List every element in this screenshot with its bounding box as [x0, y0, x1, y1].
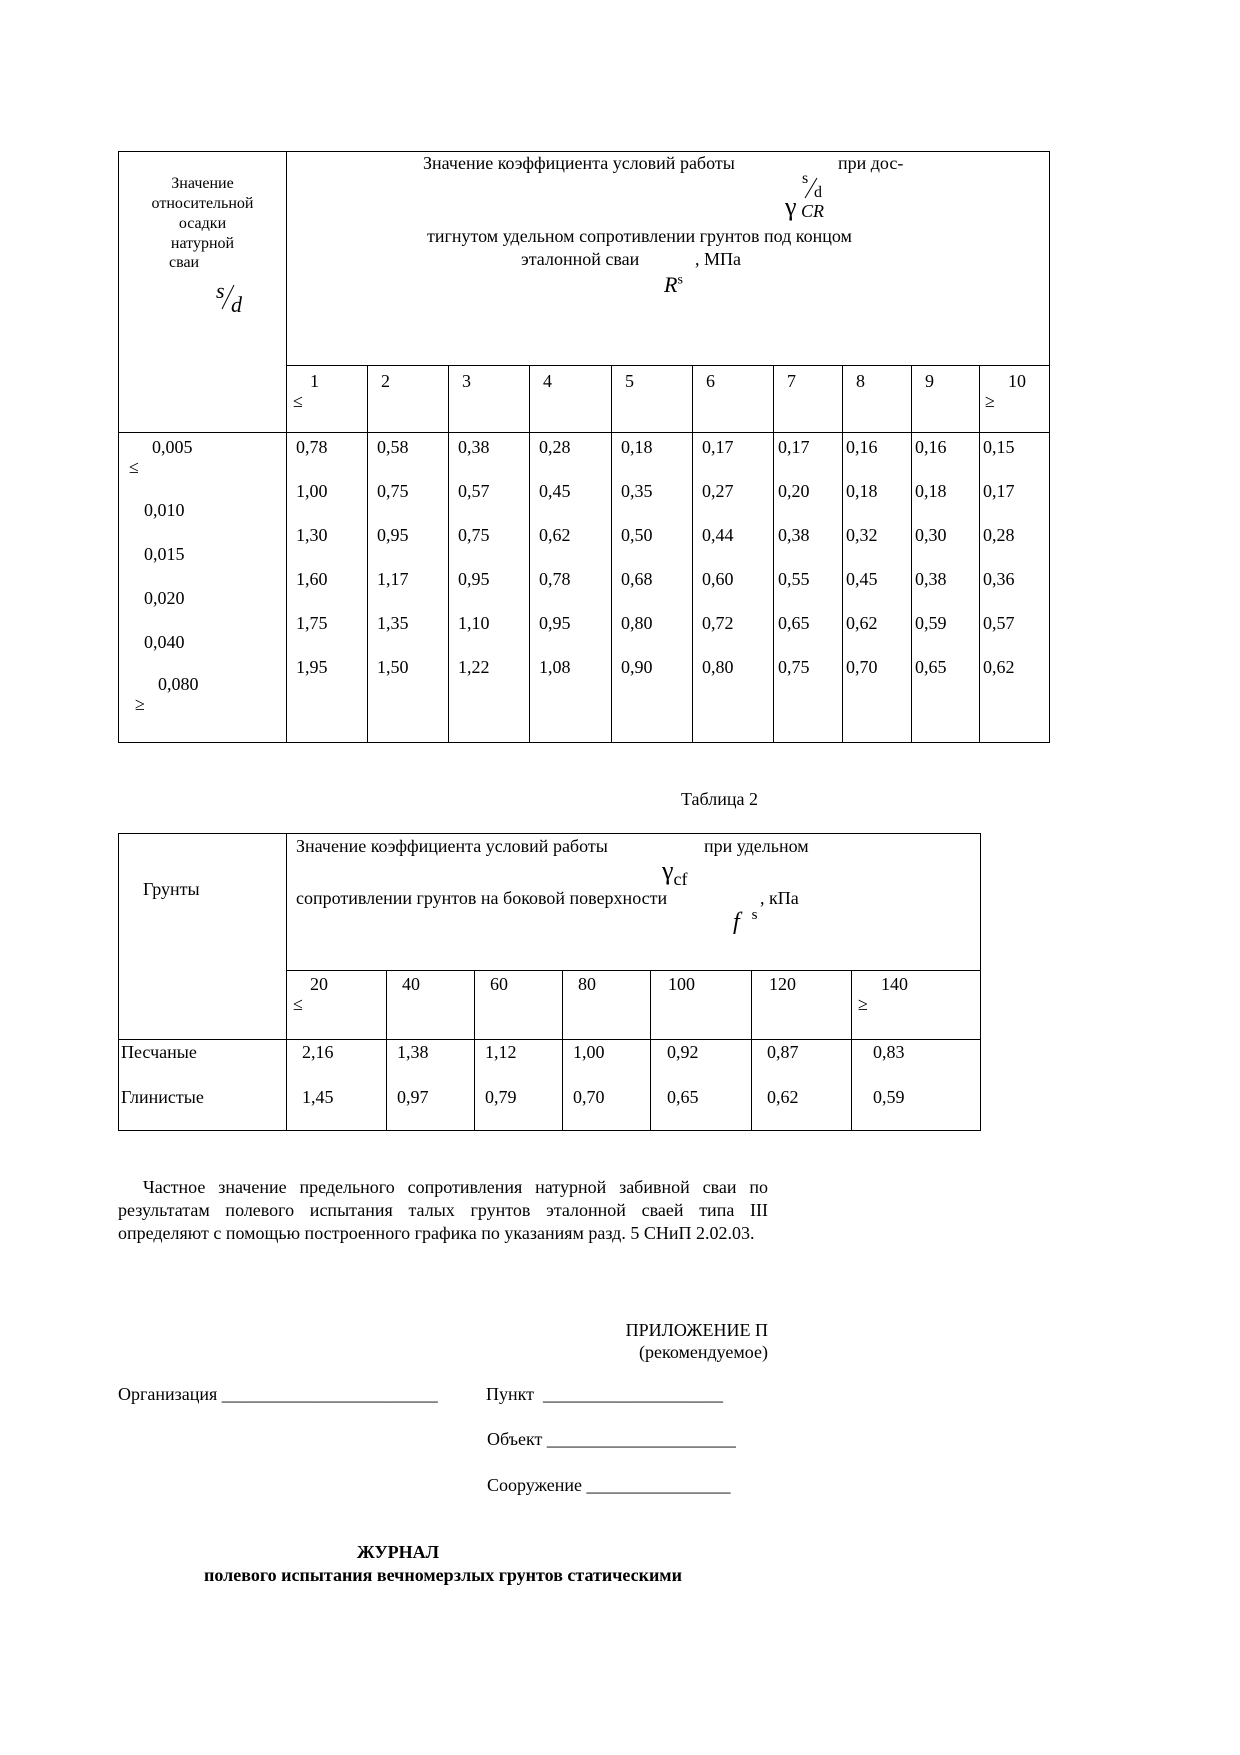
table-1-cell: 0,17 [702, 437, 734, 457]
table-1-cell: 1,10 [458, 613, 490, 633]
table-1-title-line-3: эталонной сваи [521, 249, 640, 269]
table-1-cell: 0,75 [377, 481, 409, 501]
table-1-cell: 0,57 [983, 613, 1015, 633]
table-2-divider [286, 834, 287, 1130]
s-over-d-symbol: s d [216, 278, 242, 317]
col-header-4: 4 [543, 371, 552, 391]
table-2-row-header: Грунты [143, 879, 200, 899]
t2-col-header-2: 40 [402, 974, 420, 994]
table-1-cell: 0,17 [983, 481, 1015, 501]
table-1-cell: 0,80 [702, 657, 734, 677]
table-2-cell: 0,83 [873, 1042, 905, 1062]
object-field[interactable]: Объект _____________________ [487, 1429, 736, 1449]
table-1-col-line [611, 365, 612, 742]
table-1-cell: 0,38 [915, 569, 947, 589]
table-1-cell: 0,28 [983, 525, 1015, 545]
table-1-cell: 0,58 [377, 437, 409, 457]
row-header-label: Значение относительной осадки натурной [151, 175, 254, 252]
table-1-cell: 0,75 [778, 657, 810, 677]
table-1-cell: 0,65 [778, 613, 810, 633]
table-1-cell: 0,18 [846, 481, 878, 501]
table-2-col-line [650, 970, 651, 1130]
journal-heading [118, 1541, 768, 1587]
table-1-divider [286, 152, 287, 742]
table-1-cell: 0,62 [846, 613, 878, 633]
table-1-cell: 0,65 [915, 657, 947, 677]
table-2-cell: 0,87 [767, 1042, 799, 1062]
table-2-cell: 0,65 [667, 1087, 699, 1107]
table-1-col-line [367, 365, 368, 742]
journal-title: ЖУРНАЛ [356, 1542, 440, 1562]
table-1-cell: 0,90 [621, 657, 653, 677]
table-2-row-line [119, 1039, 980, 1040]
table-1-col-line [911, 365, 912, 742]
table-1-cell: 0,59 [915, 613, 947, 633]
table-1-cell: 1,50 [377, 657, 409, 677]
table-1-cell: 0,45 [846, 569, 878, 589]
table-2-col-line [562, 970, 563, 1130]
table-1-cell: 1,35 [377, 613, 409, 633]
r-s-symbol: $R^s$ [664, 272, 683, 297]
table-1-cell: 0,15 [983, 437, 1015, 457]
col-header-8: 8 [856, 371, 865, 391]
appendix-title: ПРИЛОЖЕНИЕ П [625, 1320, 768, 1340]
table-1-cell: 0,78 [539, 569, 571, 589]
table-1-cell: 0,27 [702, 481, 734, 501]
table-1-cell: 0,30 [915, 525, 947, 545]
table-1-cell: 0,62 [983, 657, 1015, 677]
table-2-row-line [286, 970, 980, 971]
table-1-cell: 1,17 [377, 569, 409, 589]
table-1-title-line-3-end: , МПа [695, 249, 741, 269]
table-2: Грунты Значение коэффициента условий работы при удельном γcf сопротивлении грунтов на боковой поверхности , кПа f $^s$ ≤ 20 40 60 80 100 120 ≥ 140 Песчаные 2,16 1,38 1,12 1,00 0,92 0,87 0,83 Глинистые 1,45 0,97 0,79 0,70 0,65 0,62 0,59 [118, 833, 981, 1131]
table-1-cell: 0,38 [458, 437, 490, 457]
table-1-cell: 0,44 [702, 525, 734, 545]
row-label-4: 0,020 [144, 588, 185, 608]
table-1-cell: 1,95 [296, 657, 328, 677]
table-2-col-line [474, 970, 475, 1130]
table-2-cell: 2,16 [302, 1042, 334, 1062]
table-1-row-line [286, 365, 1049, 366]
table-1-cell: 0,95 [539, 613, 571, 633]
table-2-cell: 1,45 [302, 1087, 334, 1107]
table-1-cell: 0,45 [539, 481, 571, 501]
table-1-cell: 0,68 [621, 569, 653, 589]
appendix-header [400, 1319, 768, 1363]
col-header-5: 5 [625, 371, 634, 391]
table-1-title-line-1-end: при дос- [838, 153, 904, 173]
table-2-title-line-2: сопротивлении грунтов на боковой поверхности [296, 888, 668, 908]
table-1-title-line-1: Значение коэффициента условий работы [423, 153, 735, 173]
table-1-cell: 0,60 [702, 569, 734, 589]
table-1-cell: 0,80 [621, 613, 653, 633]
table-1-cell: 0,57 [458, 481, 490, 501]
table-2-col-line [751, 970, 752, 1130]
table-1-row-line [119, 432, 1049, 433]
table-2-cell: 0,79 [485, 1087, 517, 1107]
col-header-2: 2 [381, 371, 390, 391]
table-1-cell: 0,16 [915, 437, 947, 457]
row-label-3: 0,015 [144, 544, 185, 564]
table-2-cell: 0,62 [767, 1087, 799, 1107]
table-1-cell: 0,62 [539, 525, 571, 545]
table-2-cell: 0,70 [573, 1087, 605, 1107]
point-field[interactable]: Пункт ____________________ [486, 1384, 724, 1404]
table-1-cell: 0,75 [458, 525, 490, 545]
table-2-cell: 1,12 [485, 1042, 517, 1062]
table-2-cell: 0,97 [397, 1087, 429, 1107]
col-header-6: 6 [706, 371, 715, 391]
table-1-cell: 0,36 [983, 569, 1015, 589]
table-1-cell: 0,32 [846, 525, 878, 545]
body-paragraph: Частное значение предельного сопротивления натурной забивной сваи по результатам полевого испытания талых грунтов эталонной сваей типа III определяют с помощью построенного графика по указаниям разд. 5 СНиП 2.02.03. [118, 1177, 768, 1243]
table-1-cell: 0,95 [458, 569, 490, 589]
table-2-title-line-1: Значение коэффициента условий работы [296, 836, 608, 856]
organization-field[interactable]: Организация ________________________ [118, 1384, 438, 1404]
table-1-title-line-2: тигнутом удельном сопротивлении грунтов под концом [427, 226, 852, 246]
row-label-5: 0,040 [144, 632, 185, 652]
t2-col-header-6: 120 [769, 974, 796, 994]
table-2-col-line [386, 970, 387, 1130]
table-1-cell: 1,22 [458, 657, 490, 677]
table-1-cell: 1,00 [296, 481, 328, 501]
row-label-2: 0,010 [144, 500, 185, 520]
table-1-cell: 0,17 [778, 437, 810, 457]
table-1-cell: 0,55 [778, 569, 810, 589]
table-1-cell: 1,75 [296, 613, 328, 633]
table-1-col-line [842, 365, 843, 742]
table-1-cell: 0,78 [296, 437, 328, 457]
table-1-cell: 0,20 [778, 481, 810, 501]
table-2-col-line [851, 970, 852, 1130]
table-2-cell: 0,59 [873, 1087, 905, 1107]
gamma-cf-symbol: γcf [662, 856, 688, 889]
t2-col-header-3: 60 [490, 974, 508, 994]
table-2-cell: 1,38 [397, 1042, 429, 1062]
table-2-title-line-1-end: при удельном [704, 836, 809, 856]
col-header-7: 7 [787, 371, 796, 391]
table-2-cell: 1,00 [573, 1042, 605, 1062]
table-1-col-line [773, 365, 774, 742]
structure-field[interactable]: Сооружение ________________ [487, 1475, 731, 1495]
table-1-cell: 1,30 [296, 525, 328, 545]
table-1-cell: 0,50 [621, 525, 653, 545]
table-1-cell: 0,18 [915, 481, 947, 501]
table-1-cell: 0,18 [621, 437, 653, 457]
table-1-cell: 0,16 [846, 437, 878, 457]
table-1-col-line [692, 365, 693, 742]
journal-subtitle: полевого испытания вечномерзлых грунтов статическими [204, 1565, 682, 1585]
table-2-caption: Таблица 2 [681, 789, 758, 809]
table-2-row-label: Глинистые [121, 1087, 204, 1107]
gamma-cr-symbol: s d γ CR [785, 170, 825, 221]
table-1: Значение относительной осадки натурной сваи s d Значение коэффициента условий работы при дос- s d γ CR тигнутом удельном сопротивлении грунтов под концом эталонной сваи , МПа $R^s$ ≤ 1 2 3 4 5 6 7 8 9 ≥ 10 ≤ 0,005 0,010 0,015 0,020 0,040 ≥ 0,080 0,78 0,58 0,38 0,28 0,18 0,17 0,17 0,16 0,16 0,15 1,00 0,75 0,57 0,45 0,35 0,27 0,20 0,18 0,18 0,17 1,30 0,95 0,75 0,62 0,50 0,44 0,38 0,32 0,30 0,28 1,60 1,17 0,95 0,78 0,68 0,60 0,55 0,45 0,38 0,36 1,75 1,35 1,10 0,95 0,80 0,72 0,65 0,62 0,59 0,57 1,95 1,50 1,22 1,08 0,90 0,80 0,75 0,70 0,65 0,62 [118, 151, 1050, 743]
table-1-cell: 0,28 [539, 437, 571, 457]
table-1-cell: 0,70 [846, 657, 878, 677]
table-1-cell: 0,38 [778, 525, 810, 545]
row-header-label-last: сваи [169, 254, 200, 271]
t2-col-header-4: 80 [578, 974, 596, 994]
table-1-cell: 0,95 [377, 525, 409, 545]
t2-col-header-5: 100 [668, 974, 695, 994]
appendix-subtitle: (рекомендуемое) [639, 1342, 768, 1362]
f-s-symbol: f $^s$ [733, 907, 758, 935]
table-2-title-line-2-end: , кПа [760, 888, 799, 908]
col-header-3: 3 [462, 371, 471, 391]
table-1-col-line [979, 365, 980, 742]
table-1-cell: 0,72 [702, 613, 734, 633]
table-2-cell: 0,92 [667, 1042, 699, 1062]
table-1-cell: 0,35 [621, 481, 653, 501]
table-1-col-line [529, 365, 530, 742]
col-header-9: 9 [925, 371, 934, 391]
table-1-cell: 1,08 [539, 657, 571, 677]
table-1-cell: 1,60 [296, 569, 328, 589]
table-1-col-line [448, 365, 449, 742]
table-2-row-label: Песчаные [121, 1042, 197, 1062]
